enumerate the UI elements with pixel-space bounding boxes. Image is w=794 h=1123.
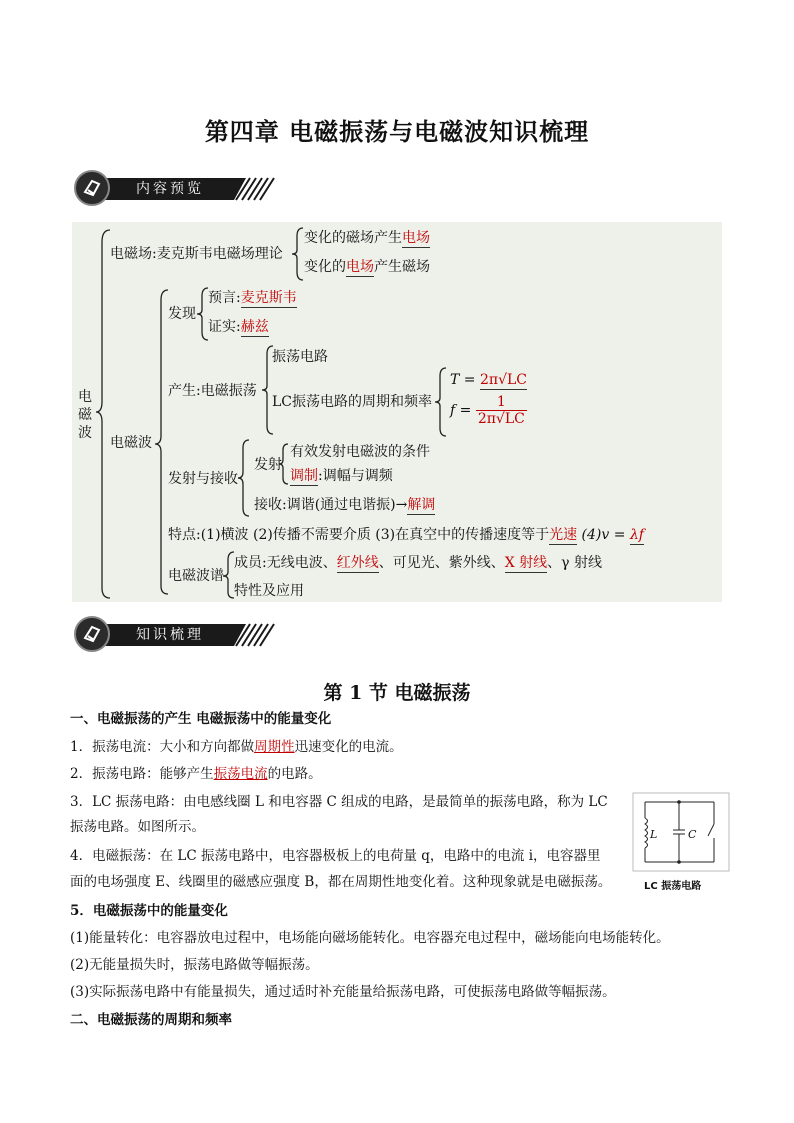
- root-char: 磁: [78, 407, 92, 423]
- inductor-label: L: [650, 828, 658, 841]
- spectrum-label: 电磁波谱: [168, 568, 224, 584]
- answer-key: 麦克斯韦: [240, 290, 297, 306]
- answer-key: λf: [629, 527, 644, 543]
- circuit-line: 振荡电路: [272, 349, 328, 365]
- banner-label: 内容预览: [136, 181, 204, 197]
- spectrum-members: 成员:无线电波、红外线、可见光、紫外线、X 射线、γ 射线: [234, 555, 602, 571]
- circuit-diagram: [630, 790, 734, 876]
- section-banner-sort: [74, 616, 284, 652]
- wave-label: 电磁波: [110, 435, 152, 451]
- transmit-label: 发射与接收: [168, 471, 238, 487]
- lc-circuit-figure: [630, 790, 734, 894]
- confirm-line: 证实:赫兹: [208, 319, 269, 335]
- spectrum-props: 特性及应用: [234, 583, 304, 599]
- answer-key: 光速: [549, 527, 578, 543]
- figure-caption: LC 振荡电路: [644, 881, 702, 892]
- concept-map: [72, 222, 722, 602]
- energy-3: (3)实际振荡电路中有能量损失，通过适时补充能量给振荡电路，可使振荡电路做等幅振荡。: [70, 984, 616, 1000]
- modulation-line: 调制:调幅与调频: [290, 468, 393, 484]
- root-char: 电: [78, 389, 92, 405]
- page-title: 第四章 电磁振荡与电磁波知识梳理: [204, 117, 590, 146]
- paragraph-1: 1．振荡电流：大小和方向都做周期性迅速变化的电流。: [70, 739, 403, 755]
- heading-5: 5．电磁振荡中的能量变化: [70, 903, 228, 919]
- formula-T: T = 2π√LC: [450, 372, 528, 388]
- receive-line: 接收:调谐(通过电谐振)→解调: [254, 497, 436, 513]
- paragraph-4-line1: 4．电磁振荡：在 LC 振荡电路中，电容器极板上的电荷量 q，电路中的电流 i，电容器里: [70, 848, 601, 864]
- emit-label: 发射: [254, 457, 282, 473]
- capacitor-label: C: [688, 828, 697, 841]
- emit-condition: 有效发射电磁波的条件: [290, 444, 430, 460]
- features-line: 特点:(1)横波 (2)传播不需要介质 (3)在真空中的传播速度等于光速 (4)v = λf: [168, 527, 644, 543]
- predict-line: 预言:麦克斯韦: [208, 290, 297, 306]
- answer-key: 红外线: [336, 555, 379, 571]
- section-title: 第 1 节 电磁振荡: [323, 682, 471, 704]
- answer-key: 电场: [346, 259, 374, 275]
- brace-lines: [72, 222, 722, 602]
- paragraph-4-line2: 面的电场强度 E、线圈里的磁感应强度 B，都在周期性地变化着。这种现象就是电磁振荡。: [70, 874, 612, 890]
- field-label: 电磁场:麦克斯韦电磁场理论: [110, 246, 283, 262]
- answer-key: 解调: [407, 497, 436, 513]
- section-banner-preview: [74, 170, 284, 206]
- lc-period-line: LC振荡电路的周期和频率: [272, 394, 433, 410]
- field-item-2: 变化的电场产生磁场: [304, 259, 430, 275]
- root-label: [78, 388, 92, 442]
- paragraph-2: 2．振荡电路：能够产生振荡电流的电路。: [70, 766, 322, 782]
- field-item-1: 变化的磁场产生电场: [304, 230, 430, 246]
- root-char: 波: [78, 425, 92, 441]
- energy-1: (1)能量转化：电容器放电过程中，电场能向磁场能转化。电容器充电过程中，磁场能向电场能转化。: [70, 930, 670, 946]
- answer-key: X 射线: [504, 555, 548, 571]
- paragraph-3-line1: 3．LC 振荡电路：由电感线圈 L 和电容器 C 组成的电路，是最简单的振荡电路，称为 LC: [70, 794, 608, 810]
- banner-label: 知识梳理: [136, 627, 204, 643]
- answer-key: 电场: [402, 230, 430, 246]
- heading-2: 二、电磁振荡的周期和频率: [70, 1012, 232, 1028]
- produce-label: 产生:电磁振荡: [168, 383, 257, 399]
- discover-label: 发现: [168, 306, 196, 322]
- heading-1: 一、电磁振荡的产生 电磁振荡中的能量变化: [70, 711, 332, 727]
- answer-key: 赫兹: [240, 319, 269, 335]
- energy-2: (2)无能量损失时，振荡电路做等幅振荡。: [70, 957, 319, 973]
- paragraph-3-line2: 振荡电路。如图所示。: [70, 819, 205, 835]
- answer-key: 调制: [290, 468, 318, 484]
- formula-f: f = $\frac{1}{2\pi√LC}$: [450, 394, 525, 427]
